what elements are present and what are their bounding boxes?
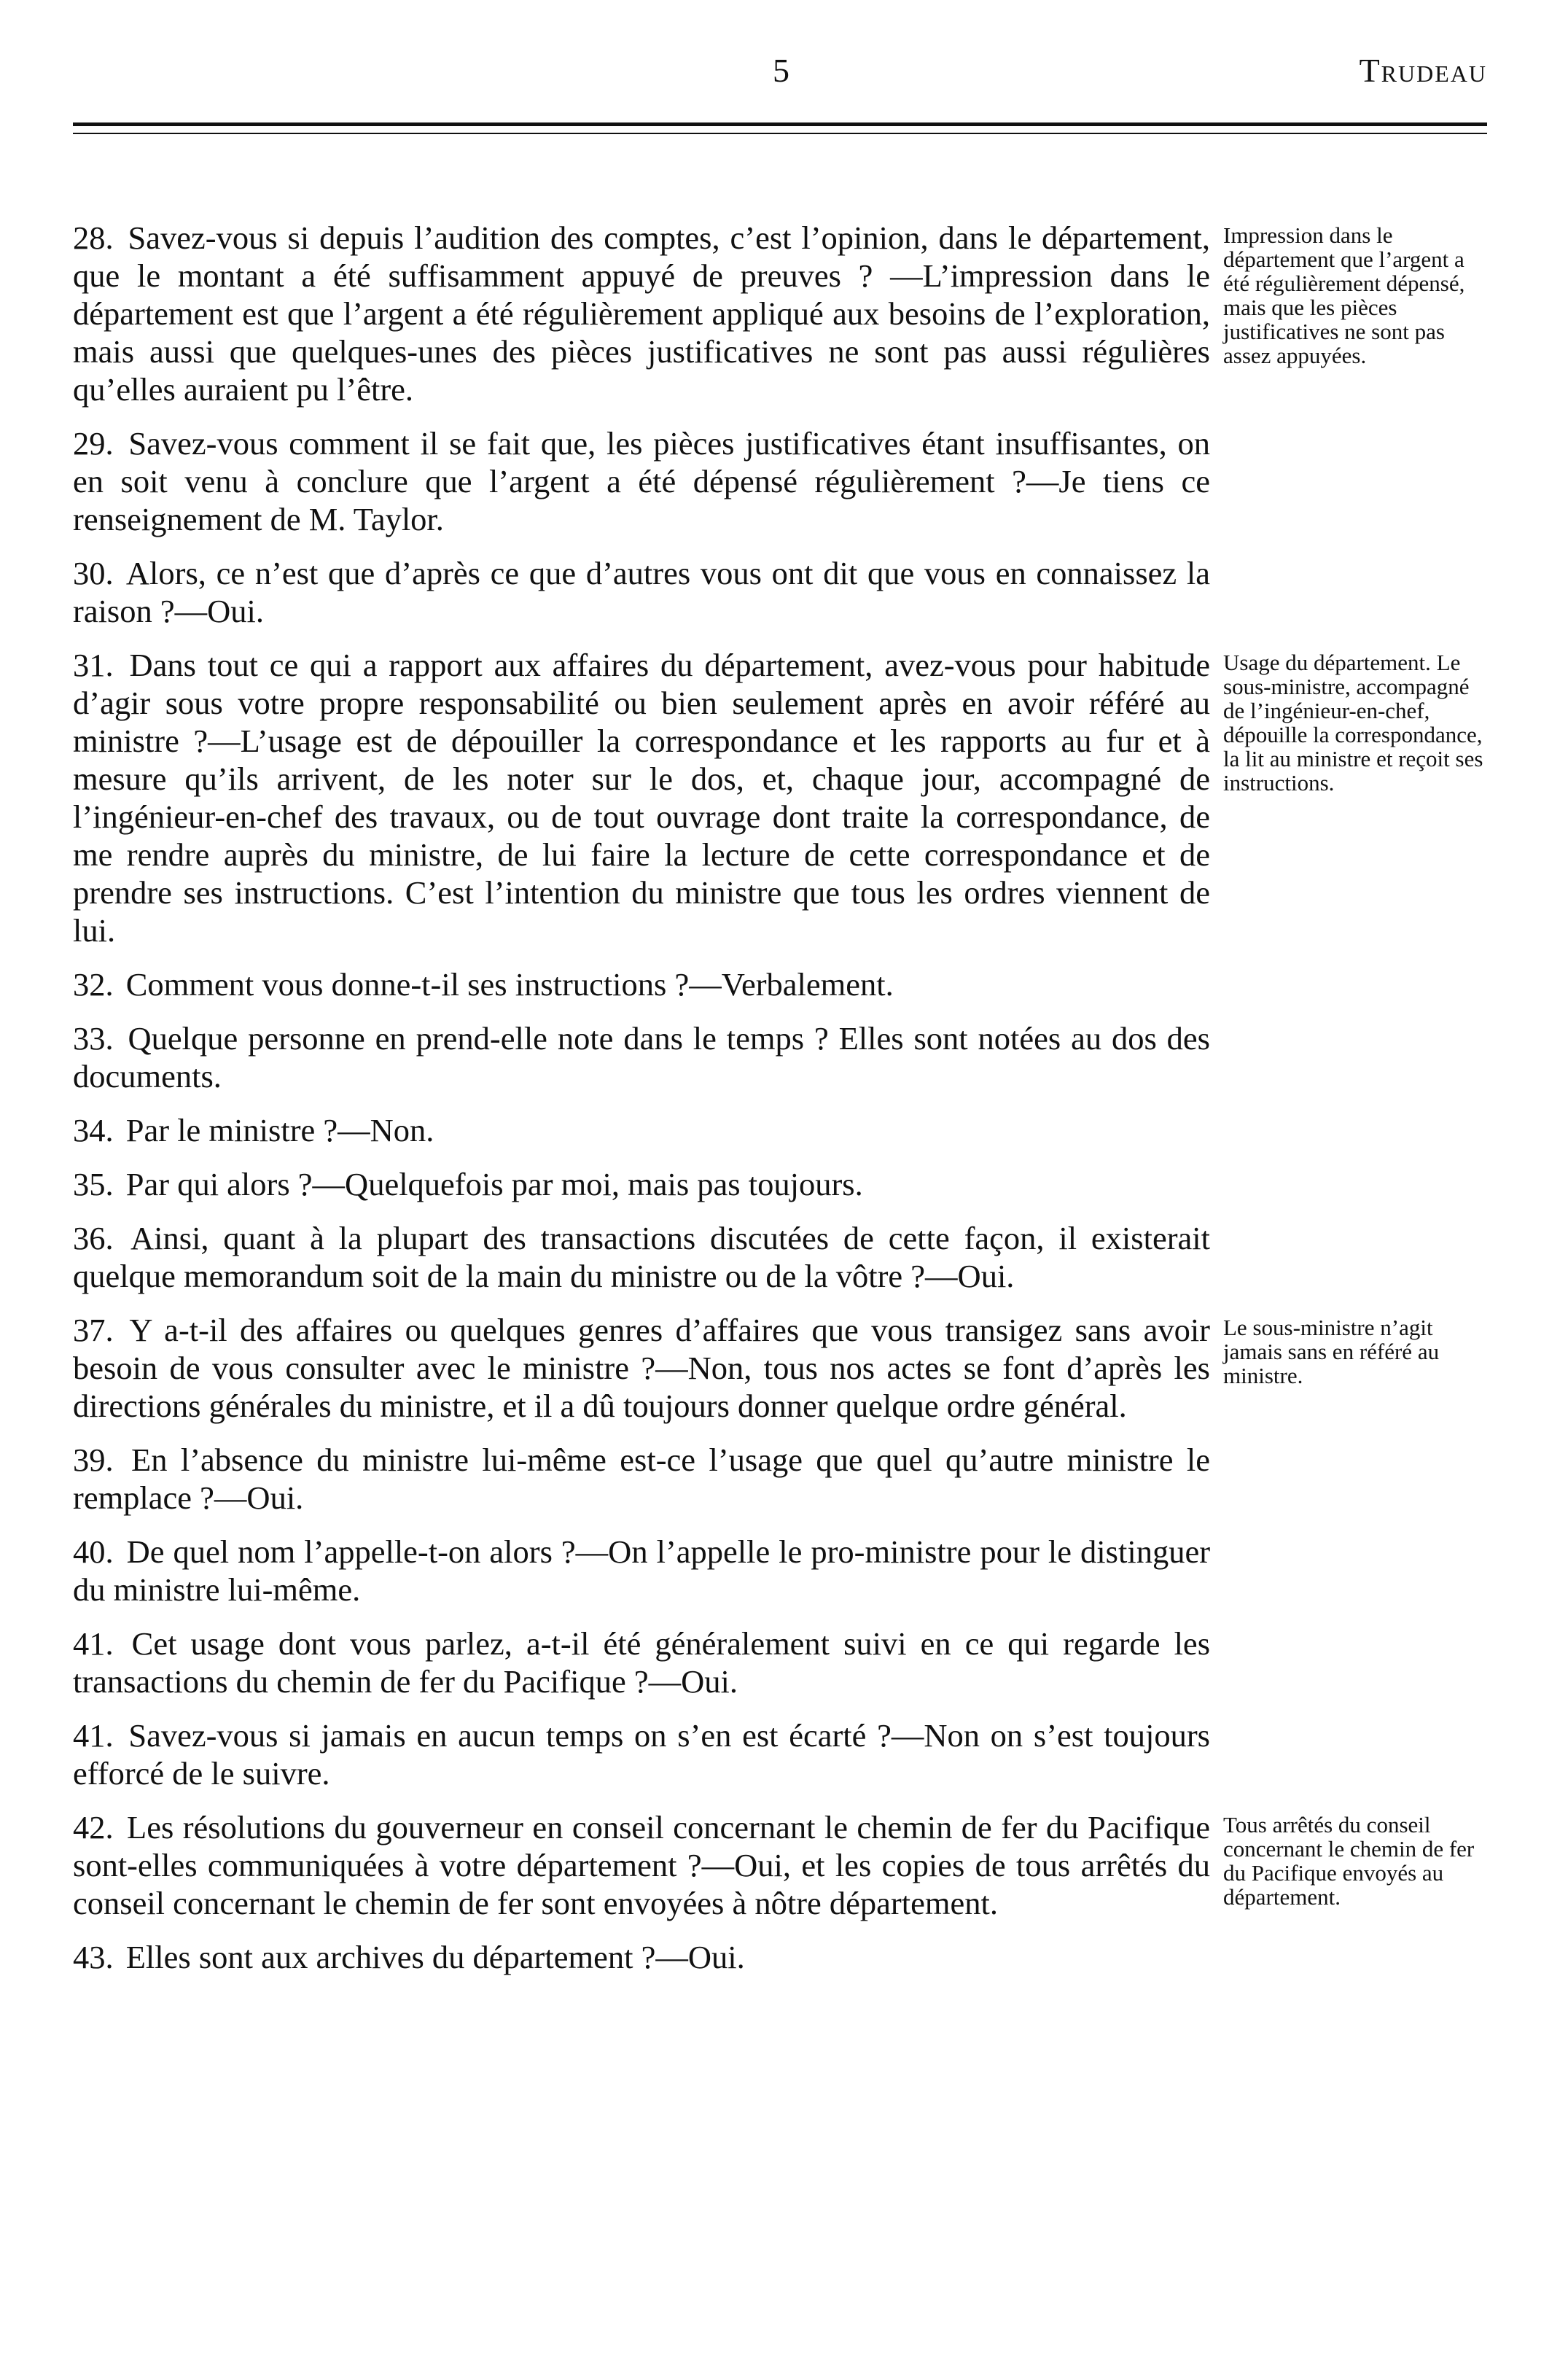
margin-note: Usage du département. Le sous-ministre, accompagné de l’ingénieur-en-chef, dépouille la correspondance, la lit au ministre et reçoit ses instructions. bbox=[1223, 650, 1483, 796]
page-number: 5 bbox=[773, 52, 789, 89]
entry-number: 28. bbox=[73, 219, 114, 256]
entry-body: Ainsi, quant à la plupart des transactions discutées de cette façon, il existerait quelque memorandum soit de la main du ministre ou de la vôtre ?—Oui. bbox=[73, 1220, 1210, 1294]
entry-text bbox=[73, 1625, 1210, 1700]
margin-note bbox=[1223, 1533, 1486, 1537]
entry-number: 41. bbox=[73, 1625, 114, 1662]
entry-number: 42. bbox=[73, 1809, 114, 1845]
entry-body: Par qui alors ?—Quelquefois par moi, mais pas toujours. bbox=[125, 1166, 863, 1202]
entry-number: 30. bbox=[73, 555, 114, 591]
entry-41a bbox=[73, 1625, 1487, 1700]
margin-note bbox=[1223, 1625, 1486, 1629]
entry-34 bbox=[73, 1111, 1487, 1149]
entry-body: De quel nom l’appelle-t-on alors ?—On l’appelle le pro-ministre pour le distinguer du ministre lui-même. bbox=[73, 1533, 1211, 1608]
entry-text bbox=[73, 1441, 1210, 1517]
margin-note: Le sous-ministre n’agit jamais sans en référé au ministre. bbox=[1223, 1315, 1440, 1388]
entry-text bbox=[73, 219, 1210, 408]
entry-number: 36. bbox=[73, 1220, 114, 1256]
entry-32 bbox=[73, 965, 1487, 1003]
entry-text bbox=[73, 1019, 1210, 1095]
entry-33 bbox=[73, 1019, 1487, 1095]
margin-note bbox=[1223, 1938, 1486, 1942]
entry-body: Dans tout ce qui a rapport aux affaires du département, avez-vous pour habitude d’agir sous votre propre responsabilité ou bien seulement après en avoir référé au ministre ?—L’usage est de dépouiller la correspondance et les rapports au fur et à mesure qu’ils arrivent, de les noter sur le dos, et, chaque jour, accompagné de l’ingénieur-en-chef des travaux, ou de tout ouvrage dont traite la correspondance, de me rendre auprès du ministre, de lui faire la lecture de cette correspondance et de prendre ses instructions. C’est l’intention du ministre que tous les ordres viennent de lui. bbox=[73, 647, 1210, 949]
testimony-body bbox=[73, 219, 1487, 1992]
entry-body: Cet usage dont vous parlez, a-t-il été généralement suivi en ce qui regarde les transactions du chemin de fer du Pacifique ?—Oui. bbox=[73, 1625, 1211, 1700]
entry-35 bbox=[73, 1165, 1487, 1203]
entry-29 bbox=[73, 424, 1487, 538]
entry-40 bbox=[73, 1533, 1487, 1609]
margin-note bbox=[1223, 1441, 1486, 1445]
entry-body: Savez-vous si depuis l’audition des comptes, c’est l’opinion, dans le département, que le montant a été suffisamment appuyé de preuves ? —L’impression dans le département est que l’argent a été régulièrement appliqué aux besoins de l’exploration, mais aussi que quelques-unes des pièces justificatives ne sont pas aussi régulières qu’elles auraient pu l’être. bbox=[73, 219, 1210, 408]
entry-28 bbox=[73, 219, 1487, 408]
margin-note bbox=[1223, 965, 1486, 970]
entry-text bbox=[73, 646, 1210, 949]
entry-number: 33. bbox=[73, 1020, 114, 1057]
margin-note bbox=[1223, 1111, 1486, 1116]
entry-number: 32. bbox=[73, 966, 114, 1003]
margin-note bbox=[1223, 1165, 1486, 1170]
margin-note bbox=[1223, 1716, 1486, 1721]
page-header bbox=[73, 44, 1487, 109]
entry-body: En l’absence du ministre lui-même est-ce l’usage que quel qu’autre ministre le remplace ?—Oui. bbox=[73, 1442, 1211, 1516]
entry-body: Par le ministre ?—Non. bbox=[125, 1112, 434, 1148]
entry-text bbox=[73, 965, 1210, 1003]
entry-30 bbox=[73, 554, 1487, 630]
margin-note: Impression dans le département que l’argent a été régulièrement dépensé, mais que les pièces justificatives ne sont pas assez appuyées. bbox=[1223, 222, 1465, 368]
entry-text bbox=[73, 1219, 1210, 1295]
entry-text bbox=[73, 424, 1210, 538]
entry-body: Savez-vous comment il se fait que, les pièces justificatives étant insuffisantes, on en soit venu à conclure que l’argent a été dépensé régulièrement ?—Je tiens ce renseignement de M. Taylor. bbox=[73, 425, 1210, 537]
entry-number: 35. bbox=[73, 1166, 114, 1202]
entry-body: Y a-t-il des affaires ou quelques genres d’affaires que vous transigez sans avoir besoin de vous consulter avec le ministre ?—Non, tous nos actes se font d’après les directions générales du ministre, et il a dû toujours donner quelque ordre général. bbox=[73, 1312, 1210, 1424]
margin-note bbox=[1223, 554, 1486, 559]
header-rule-thick bbox=[73, 122, 1487, 126]
margin-note bbox=[1223, 1219, 1486, 1224]
entry-text bbox=[73, 1533, 1210, 1609]
entry-number: 39. bbox=[73, 1442, 114, 1478]
margin-note bbox=[1223, 424, 1486, 429]
entry-number: 40. bbox=[73, 1533, 114, 1570]
entry-number: 37. bbox=[73, 1312, 114, 1348]
header-rule-thin bbox=[73, 133, 1487, 134]
entry-text bbox=[73, 1808, 1210, 1922]
entry-text bbox=[73, 1111, 1210, 1149]
entry-number: 31. bbox=[73, 647, 114, 683]
entry-36 bbox=[73, 1219, 1487, 1295]
entry-text bbox=[73, 1165, 1210, 1203]
entry-number: 41. bbox=[73, 1717, 114, 1754]
margin-note: Tous arrêtés du conseil concernant le chemin de fer du Pacifique envoyés au département. bbox=[1223, 1812, 1475, 1910]
entry-number: 29. bbox=[73, 425, 114, 462]
entry-body: Comment vous donne-t-il ses instructions ?—Verbalement. bbox=[125, 966, 894, 1003]
entry-text bbox=[73, 1311, 1210, 1425]
entry-number: 43. bbox=[73, 1939, 114, 1975]
entry-body: Alors, ce n’est que d’après ce que d’autres vous ont dit que vous en connaissez la raison ?—Oui. bbox=[73, 555, 1210, 629]
entry-text bbox=[73, 1938, 1210, 1976]
entry-body: Savez-vous si jamais en aucun temps on s’en est écarté ?—Non on s’est toujours efforcé de le suivre. bbox=[73, 1717, 1211, 1792]
entry-body: Elles sont aux archives du département ?—Oui. bbox=[125, 1939, 745, 1975]
entry-37 bbox=[73, 1311, 1487, 1425]
entry-body: Les résolutions du gouverneur en conseil concernant le chemin de fer du Pacifique sont-elles communiquées à votre département ?—Oui, et les copies de tous arrêtés du conseil concernant le chemin de fer sont envoyées à nôtre département. bbox=[73, 1809, 1210, 1921]
entry-body: Quelque personne en prend-elle note dans le temps ? Elles sont notées au dos des documents. bbox=[73, 1020, 1210, 1094]
entry-39 bbox=[73, 1441, 1487, 1517]
margin-note bbox=[1223, 1019, 1486, 1024]
entry-text bbox=[73, 1716, 1210, 1792]
entry-42 bbox=[73, 1808, 1487, 1922]
running-head: Trudeau bbox=[1359, 52, 1487, 89]
entry-43 bbox=[73, 1938, 1487, 1976]
entry-41b bbox=[73, 1716, 1487, 1792]
entry-number: 34. bbox=[73, 1112, 114, 1148]
entry-text bbox=[73, 554, 1210, 630]
entry-31 bbox=[73, 646, 1487, 949]
